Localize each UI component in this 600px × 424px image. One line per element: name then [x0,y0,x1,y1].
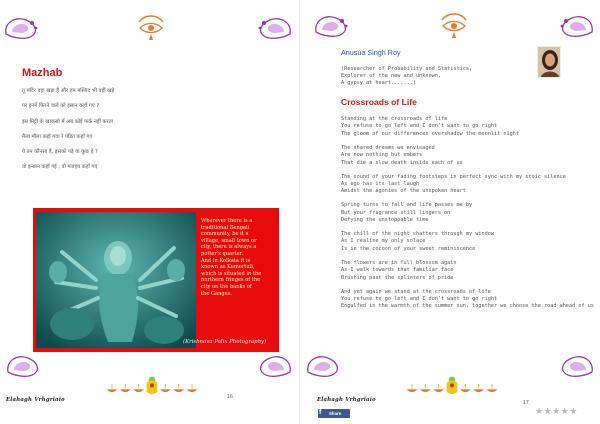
poem-line: The chill of the night shatters through my window [341,231,495,238]
poem-line: The flowers are in full blossom again [341,259,457,266]
stanza [341,202,596,224]
poem-line: The sound of your fading footsteps in perfect sync with my stoic silence [341,173,566,180]
right-page [300,0,600,424]
poem-title: Mazhab [22,67,63,79]
stanza [341,289,596,311]
stanza [341,116,596,138]
poem-line: Defying the unstoppable time [341,217,429,224]
author-bio [341,66,472,86]
diya-lamps-icon [82,376,222,396]
caption-line: village, small town or [201,237,257,244]
poem-line: पर इनमें फिरने वाले को इंसान कहाँ गए ? [22,103,100,110]
poem-line: Standing at the crossroads of life [341,116,448,122]
poem-line: Spring turns to fall and life passes me by [341,202,473,209]
caption-line: potter's quarter. [201,250,244,257]
photo-card [33,208,279,352]
durga-eye-ornament-icon [137,12,165,42]
author-name: Anusua Singh Roy [341,48,401,57]
durga-eye-ornament-icon [440,10,468,40]
star-icon[interactable]: ★ [569,407,578,417]
poem-line: As I walk towards that familiar face [341,267,454,274]
poem-line: But your fragrance still lingers on [341,209,451,216]
caption-line: traditional Bengali [201,224,250,231]
poem-line: Are now nothing but embers [341,152,423,159]
stanza [341,231,596,253]
poem-line: ये तन कौनसा है, इसको पड़े या कुछ हे ? [22,149,98,156]
poem-line: The shared dreams we envisaged [341,144,435,151]
photo-caption [201,218,279,297]
star-icon[interactable]: ★ [535,407,544,417]
poem-line: इस मिट्टी के खाकसो में अब कोई फर्क नहीं करता [22,118,113,125]
magazine-brand: Elahagh Vrhgriaio [6,397,65,403]
stanza [341,260,596,282]
magazine-brand: Elahagh Vrhgriaio [317,397,376,403]
star-icon[interactable]: ★ [543,407,553,417]
facebook-share-button[interactable] [318,409,350,418]
diya-lamps-icon [382,376,522,396]
star-icon[interactable]: ★ [560,407,570,417]
bio-line: (Researcher of Probability and Statistics, [341,66,473,72]
poem-line: As I realise my only solace [341,238,426,245]
poem-title: Crossroads of Life [341,97,417,107]
poem-body [341,116,596,317]
paisley-ornament-icon [2,14,42,40]
poem-line: And yet again we stand at the crossroads of life [341,288,491,295]
poem-line: As ego has its last laugh [341,180,420,187]
paisley-ornament-icon [556,12,596,38]
paisley-ornament-icon [556,352,596,378]
poem-line: The gloom of our differences overshadow the moonlit night [341,130,520,137]
caption-line: And in Kolkata it is [201,257,251,264]
paisley-ornament-icon [304,352,344,378]
author-photo [537,46,561,78]
paisley-ornament-icon [312,12,352,38]
caption-line: city, there is always a [201,244,257,251]
bio-line: Explorer of the new and unknown, [341,72,441,79]
share-label: Share [329,411,342,416]
poem-line: Amidst the agonies of the unspoken heart [341,188,466,195]
poem-line: You refuse to go left and I don't want to go right [341,123,498,130]
facebook-icon: f [319,409,322,416]
photo-credit: (Krishnava Palix Photography) [183,339,267,345]
stanza [341,145,596,167]
page-number: 17 [523,400,529,406]
poem-line: That die a slow death inside each of us [341,159,463,166]
bio-line: A gypsy at heart.......) [341,79,416,86]
poem-line: Engulfed in the warmth of the summer sun, together we choose the road ahead of us [341,303,594,310]
poem-line: Is in the cocoon of your sweet reminiscence [341,245,476,252]
rating-stars[interactable] [535,407,578,417]
star-icon[interactable]: ★ [552,407,561,417]
caption-line: northern fringes of the [201,277,261,284]
idol-photo [36,212,196,348]
caption-line: the Ganges. [201,290,232,297]
caption-line: community, be it a [201,231,249,238]
poem-line: तू मंदिर वहा खड़ा है और हम मस्जिद भी वहीं खड़े [22,88,115,94]
poem-line: Brushing past the splinters of pride [341,274,454,281]
caption-line: known as Kumortuli, [201,264,255,271]
caption-line: Wherever there is a [201,218,253,224]
paisley-ornament-icon [4,352,44,378]
poem-line: You refuse to go left and I don't want to go right [341,295,498,302]
page-number: 16 [227,394,233,400]
durga-idol-image [36,212,196,348]
caption-line: which is situated in the [201,270,262,277]
stanza [341,174,596,196]
paisley-ornament-icon [254,14,294,40]
paisley-ornament-icon [254,352,294,378]
poem-line: मैला मौला कहाँ गया रे पंडित कहाँ गए [22,133,93,140]
hindi-poem [22,86,242,178]
poem-line: वो इन्सान कहाँ गई , वो मजहब कहाँ गए [22,164,98,171]
caption-line: city on the banks of [201,283,252,290]
